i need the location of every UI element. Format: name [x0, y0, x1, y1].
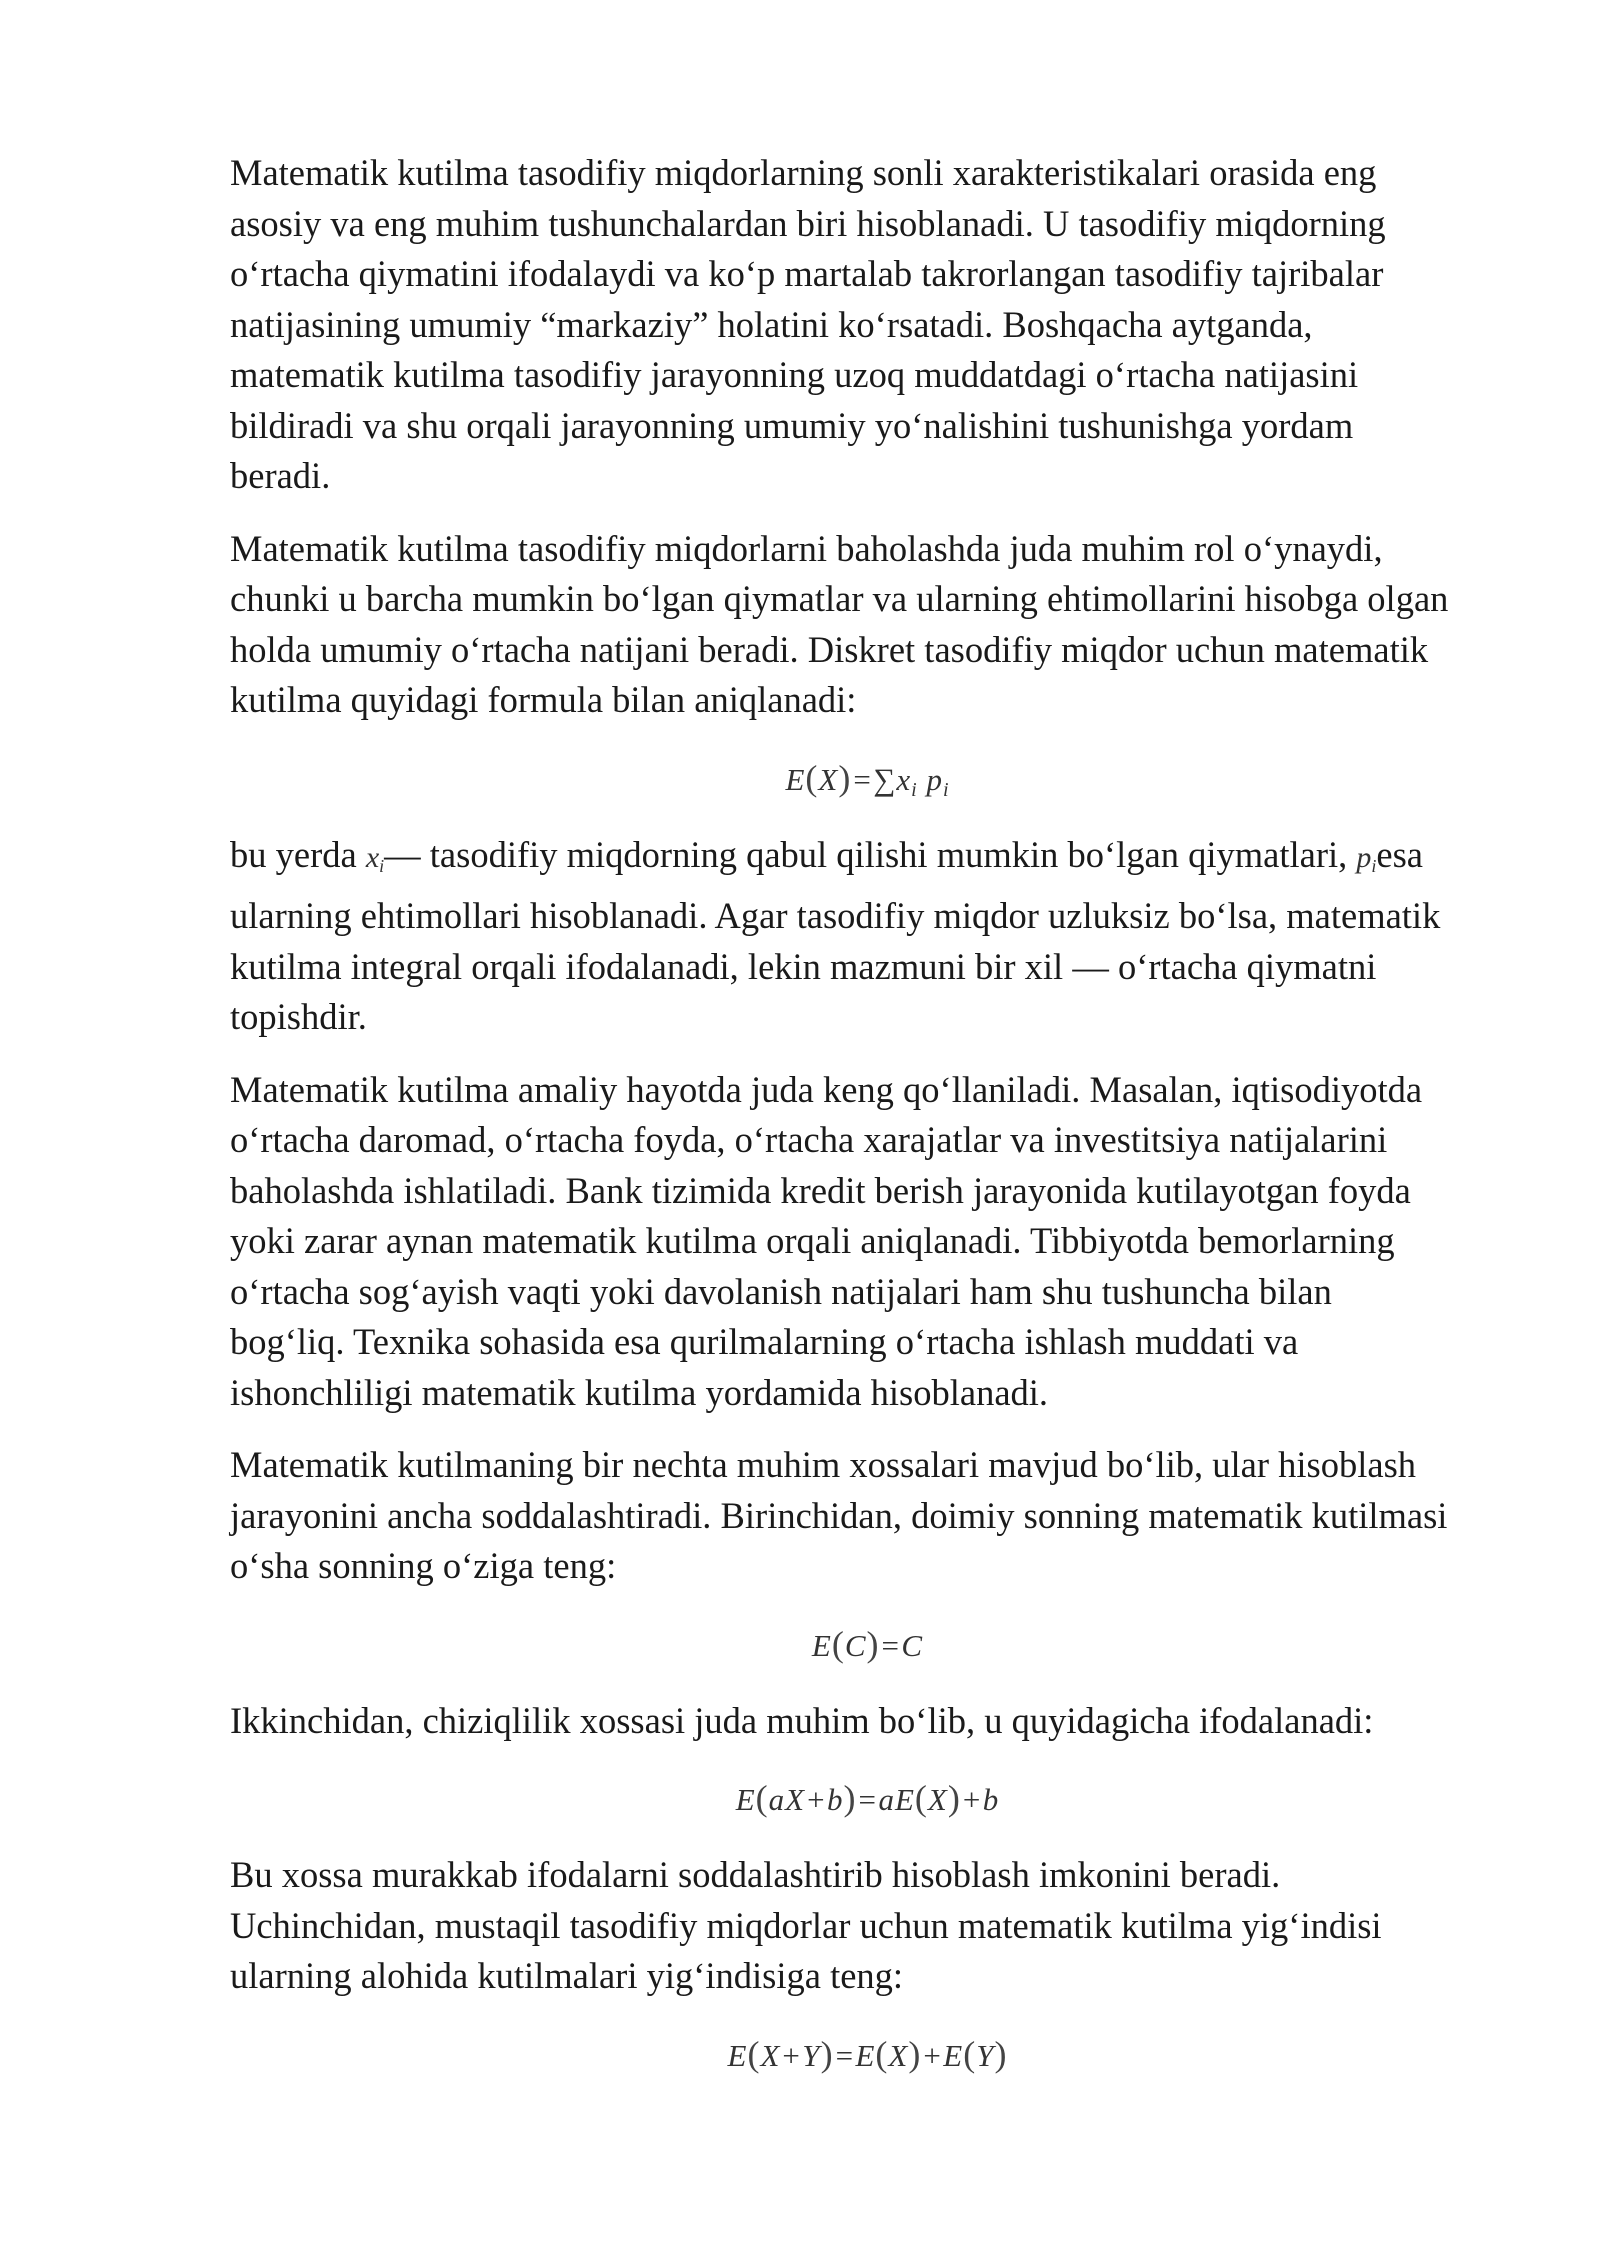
text-line: beradi.: [230, 455, 331, 496]
text-line: o‘rtacha sog‘ayish vaqti yoki davolanish natijalari ham shu tushuncha bilan: [230, 1270, 1332, 1312]
paragraph-3: [230, 830, 1505, 1043]
formula-subscript: i: [942, 778, 950, 801]
formula-symbol: +E: [921, 2037, 964, 2073]
text-line: Matematik kutilma tasodifiy miqdorlarni baholashda juda muhim rol o‘ynaydi,: [230, 527, 1383, 569]
formula-constant: [230, 1614, 1505, 1674]
formula-symbol: p: [926, 761, 943, 797]
paragraph-6: [230, 1696, 1505, 1747]
formula-paren: ): [908, 2033, 922, 2074]
formula-symbol: X: [888, 2037, 909, 2073]
formula-symbol: X+Y: [760, 2037, 821, 2073]
text-line: ularning ehtimollari hisoblanadi. Agar tasodifiy miqdor uzluksiz bo‘lsa, matematik: [230, 895, 1441, 936]
formula-symbol: X: [927, 1782, 948, 1817]
formula-paren: (: [963, 2033, 977, 2074]
formula-symbol: =aE: [856, 1782, 915, 1817]
text-line: o‘sha sonning o‘ziga teng:: [230, 1545, 617, 1586]
formula-paren: (: [914, 1778, 928, 1818]
paragraph-5: [230, 1440, 1505, 1592]
text-run: esa: [1376, 833, 1424, 875]
text-line: jarayonini ancha soddalashtiradi. Birinchidan, doimiy sonning matematik kutilmasi: [230, 1494, 1448, 1536]
text-line: o‘rtacha qiymatini ifodalaydi va ko‘p martalab takrorlangan tasodifiy tajribalar: [230, 253, 1384, 294]
paragraph-1: [230, 148, 1505, 502]
text-line: bildiradi va shu orqali jarayonning umumiy yo‘nalishini tushunishga yordam: [230, 404, 1354, 446]
formula-symbol: =C: [879, 1627, 924, 1663]
formula-paren: ): [994, 2033, 1008, 2074]
formula-symbol: E: [735, 1782, 756, 1817]
formula-symbol: =∑: [851, 761, 897, 797]
formula-symbol: X: [818, 761, 839, 797]
formula-paren: (: [755, 1778, 769, 1818]
paragraph-2: [230, 524, 1505, 726]
formula-paren: (: [831, 1623, 845, 1664]
formula-symbol: aX+b: [768, 1782, 844, 1817]
text-line: Matematik kutilma tasodifiy miqdorlarning sonli xarakteristikalari orasida eng: [230, 152, 1377, 193]
formula-paren: ): [947, 1778, 961, 1818]
formula-paren: ): [843, 1778, 857, 1818]
inline-symbol: [1356, 841, 1376, 874]
formula-symbol: +b: [960, 1782, 1000, 1817]
text-run: — tasodifiy miqdorning qabul qilishi mumkin bo‘lgan qiymatlari,: [384, 833, 1357, 875]
formula-paren: (: [875, 2033, 889, 2074]
text-line: kutilma quyidagi formula bilan aniqlanadi:: [230, 679, 857, 720]
paragraph-7: [230, 1850, 1505, 2002]
formula-symbol: =E: [833, 2037, 876, 2073]
text-line: ishonchliligi matematik kutilma yordamida hisoblanadi.: [230, 1371, 1049, 1413]
text-line: topishdir.: [230, 996, 367, 1037]
formula-symbol: C: [844, 1627, 867, 1663]
text-line: yoki zarar aynan matematik kutilma orqali aniqlanadi. Tibbiyotda bemorlarning: [230, 1220, 1395, 1261]
symbol-subscript: i: [1371, 855, 1377, 876]
text-line: Ikkinchidan, chiziqlilik xossasi juda muhim bo‘lib, u quyidagicha ifodalanadi:: [230, 1699, 1374, 1741]
formula-symbol: x: [896, 761, 912, 797]
text-line: natijasining umumiy “markaziy” holatini ko‘rsatadi. Boshqacha aytganda,: [230, 303, 1313, 345]
text-line: o‘rtacha daromad, o‘rtacha foyda, o‘rtacha xarajatlar va investitsiya natijalarini: [230, 1119, 1388, 1160]
formula-symbol: E: [811, 1627, 832, 1663]
formula-additivity: [230, 2024, 1505, 2084]
text-line: kutilma integral orqali ifodalanadi, lekin mazmuni bir xil — o‘rtacha qiymatni: [230, 945, 1377, 987]
text-run: bu yerda: [230, 833, 366, 875]
formula-symbol: E: [727, 2037, 748, 2073]
formula-paren: ): [820, 2033, 834, 2074]
symbol-x: x: [365, 840, 380, 874]
text-line: holda umumiy o‘rtacha natijani beradi. Diskret tasodifiy miqdor uchun matematik: [230, 628, 1429, 670]
text-line: ularning alohida kutilmalari yig‘indisiga teng:: [230, 1955, 904, 1996]
text-line: baholashda ishlatiladi. Bank tizimida kredit berish jarayonida kutilayotgan foyda: [230, 1169, 1411, 1211]
formula-paren: ): [866, 1623, 880, 1664]
formula-subscript: i: [911, 778, 918, 801]
text-line: [230, 830, 1505, 892]
formula-paren: (: [805, 757, 819, 798]
text-line: chunki u barcha mumkin bo‘lgan qiymatlar va ularning ehtimollarini hisobga olgan: [230, 578, 1449, 619]
formula-expectation-discrete: [230, 748, 1505, 808]
inline-symbol: [366, 841, 384, 874]
text-line: Uchinchidan, mustaqil tasodifiy miqdorlar uchun matematik kutilma yig‘indisi: [230, 1904, 1382, 1946]
symbol-subscript: i: [379, 855, 385, 876]
formula-symbol: E: [785, 761, 806, 797]
formula-linearity: [230, 1768, 1505, 1828]
document-page: [230, 148, 1505, 2106]
symbol-p: p: [1356, 840, 1372, 874]
text-line: Bu xossa murakkab ifodalarni soddalashtirib hisoblash imkonini beradi.: [230, 1854, 1281, 1895]
formula-paren: (: [747, 2033, 761, 2074]
text-line: asosiy va eng muhim tushunchalardan biri hisoblanadi. U tasodifiy miqdorning: [230, 202, 1386, 244]
formula-symbol: Y: [976, 2037, 995, 2073]
paragraph-4: [230, 1065, 1505, 1419]
text-line: bog‘liq. Texnika sohasida esa qurilmalarning o‘rtacha ishlash muddati va: [230, 1321, 1299, 1362]
formula-paren: ): [838, 757, 852, 798]
text-line: Matematik kutilma amaliy hayotda juda keng qo‘llaniladi. Masalan, iqtisodiyotda: [230, 1068, 1423, 1110]
text-line: Matematik kutilmaning bir nechta muhim xossalari mavjud bo‘lib, ular hisoblash: [230, 1444, 1417, 1485]
text-line: matematik kutilma tasodifiy jarayonning uzoq muddatdagi o‘rtacha natijasini: [230, 354, 1359, 395]
